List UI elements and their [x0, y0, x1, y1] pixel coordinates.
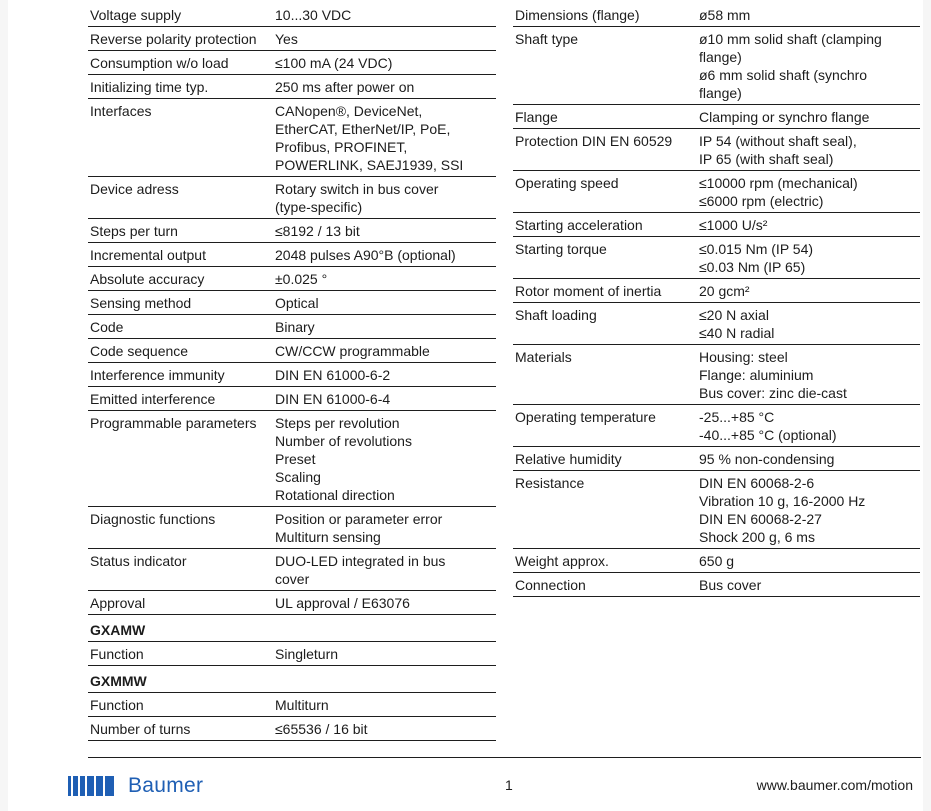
- spec-row: [513, 303, 920, 345]
- spec-label: Shaft loading: [513, 303, 697, 345]
- spec-value-line: Position or parameter error: [275, 511, 443, 527]
- spec-value-line: EtherCAT, EtherNet/IP, PoE,: [275, 121, 451, 137]
- group-heading-empty-cell: [273, 666, 496, 693]
- spec-value-line: Preset: [275, 451, 316, 467]
- spec-value: [273, 315, 496, 339]
- spec-row: [513, 447, 920, 471]
- spec-value: [273, 693, 496, 717]
- group-heading-empty-cell: [273, 615, 496, 642]
- spec-value-line: Number of revolutions: [275, 433, 412, 449]
- spec-value-line: ≤6000 rpm (electric): [699, 193, 824, 209]
- spec-row: [88, 267, 496, 291]
- spec-row: [513, 405, 920, 447]
- spec-value-line: flange): [699, 49, 742, 65]
- spec-value-line: Profibus, PROFINET,: [275, 139, 408, 155]
- spec-row: [513, 237, 920, 279]
- spec-value-line: Clamping or synchro flange: [699, 109, 870, 125]
- spec-label: Starting torque: [513, 237, 697, 279]
- spec-value: [697, 3, 920, 27]
- spec-label: Approval: [88, 591, 273, 615]
- spec-label: Code sequence: [88, 339, 273, 363]
- spec-row: [513, 27, 920, 105]
- spec-value-line: ø10 mm solid shaft (clamping: [699, 31, 882, 47]
- spec-row: [88, 642, 496, 666]
- spec-value: [273, 51, 496, 75]
- spec-value-line: -40...+85 °C (optional): [699, 427, 837, 443]
- spec-label: Materials: [513, 345, 697, 405]
- spec-label: Resistance: [513, 471, 697, 549]
- spec-row: [88, 75, 496, 99]
- spec-value: [273, 549, 496, 591]
- spec-value-line: -25...+85 °C: [699, 409, 775, 425]
- brand-name: Baumer: [128, 774, 204, 797]
- spec-value-line: 250 ms after power on: [275, 79, 415, 95]
- spec-value-line: POWERLINK, SAEJ1939, SSI: [275, 157, 464, 173]
- spec-label: Sensing method: [88, 291, 273, 315]
- right-spec-table-body: [513, 3, 920, 597]
- spec-row: [88, 717, 496, 741]
- spec-label: Reverse polarity protection: [88, 27, 273, 51]
- spec-value: [273, 243, 496, 267]
- spec-value: [697, 549, 920, 573]
- spec-value-line: 10...30 VDC: [275, 7, 352, 23]
- spec-value-line: ≤8192 / 13 bit: [275, 223, 360, 239]
- spec-row: [88, 387, 496, 411]
- spec-value-line: Bus cover: [699, 577, 762, 593]
- spec-label: Device adress: [88, 177, 273, 219]
- spec-label: Rotor moment of inertia: [513, 279, 697, 303]
- spec-value: [273, 363, 496, 387]
- spec-row: [88, 177, 496, 219]
- spec-value-line: IP 54 (without shaft seal),: [699, 133, 857, 149]
- spec-value-line: ≤100 mA (24 VDC): [275, 55, 393, 71]
- group-heading-row: [88, 666, 496, 693]
- spec-value-line: 2048 pulses A90°B (optional): [275, 247, 456, 263]
- spec-label: Steps per turn: [88, 219, 273, 243]
- spec-value-line: IP 65 (with shaft seal): [699, 151, 834, 167]
- right-spec-table: [513, 3, 920, 597]
- spec-row: [88, 3, 496, 27]
- spec-value-line: Singleturn: [275, 646, 339, 662]
- left-spec-table: [88, 3, 496, 741]
- spec-value-line: ≤40 N radial: [699, 325, 775, 341]
- document-page: [8, 0, 923, 811]
- spec-value-line: UL approval / E63076: [275, 595, 410, 611]
- spec-value-line: Bus cover: zinc die-cast: [699, 385, 847, 401]
- spec-value-line: Flange: aluminium: [699, 367, 814, 383]
- group-heading: GXMMW: [88, 666, 273, 693]
- spec-value-line: 650 g: [699, 553, 735, 569]
- spec-value-line: DIN EN 60068-2-27: [699, 511, 822, 527]
- spec-row: [88, 219, 496, 243]
- website-link[interactable]: www.baumer.com/motion: [756, 777, 913, 793]
- spec-value-line: cover: [275, 571, 310, 587]
- spec-value: [273, 507, 496, 549]
- spec-row: [513, 171, 920, 213]
- spec-row: [513, 3, 920, 27]
- spec-value: [273, 75, 496, 99]
- spec-row: [88, 339, 496, 363]
- spec-value: [273, 387, 496, 411]
- spec-row: [88, 243, 496, 267]
- spec-value: [273, 411, 496, 507]
- spec-value: [273, 3, 496, 27]
- spec-label: Emitted interference: [88, 387, 273, 411]
- spec-value-line: DIN EN 61000-6-4: [275, 391, 391, 407]
- spec-label: Initializing time typ.: [88, 75, 273, 99]
- spec-label: Absolute accuracy: [88, 267, 273, 291]
- spec-label: Protection DIN EN 60529: [513, 129, 697, 171]
- spec-row: [88, 549, 496, 591]
- spec-value-line: Vibration 10 g, 16-2000 Hz: [699, 493, 866, 509]
- spec-row: [88, 591, 496, 615]
- spec-value: [273, 267, 496, 291]
- spec-value-line: CANopen®, DeviceNet,: [275, 103, 423, 119]
- baumer-logo-icon: [68, 776, 116, 796]
- spec-value-line: CW/CCW programmable: [275, 343, 430, 359]
- spec-row: [88, 291, 496, 315]
- footer-divider: [88, 757, 921, 758]
- spec-value: [273, 99, 496, 177]
- spec-value-line: Scaling: [275, 469, 321, 485]
- left-spec-table-body: [88, 3, 496, 741]
- spec-value-line: Shock 200 g, 6 ms: [699, 529, 815, 545]
- spec-value-line: 95 % non-condensing: [699, 451, 835, 467]
- spec-label: Operating speed: [513, 171, 697, 213]
- spec-value: [273, 291, 496, 315]
- spec-row: [88, 51, 496, 75]
- spec-value-line: ≤0.03 Nm (IP 65): [699, 259, 806, 275]
- spec-label: Interfaces: [88, 99, 273, 177]
- spec-row: [88, 411, 496, 507]
- spec-value-line: DIN EN 61000-6-2: [275, 367, 391, 383]
- spec-label: Voltage supply: [88, 3, 273, 27]
- spec-row: [88, 27, 496, 51]
- spec-label: Weight approx.: [513, 549, 697, 573]
- spec-value-line: Optical: [275, 295, 319, 311]
- spec-label: Status indicator: [88, 549, 273, 591]
- spec-value-line: ≤0.015 Nm (IP 54): [699, 241, 814, 257]
- spec-value: [273, 219, 496, 243]
- spec-row: [513, 345, 920, 405]
- spec-row: [513, 471, 920, 549]
- spec-value-line: DIN EN 60068-2-6: [699, 475, 815, 491]
- spec-value-line: Steps per revolution: [275, 415, 400, 431]
- spec-label: Programmable parameters: [88, 411, 273, 507]
- spec-value: [697, 237, 920, 279]
- spec-value-line: ≤10000 rpm (mechanical): [699, 175, 858, 191]
- spec-row: [513, 573, 920, 597]
- spec-value: [273, 591, 496, 615]
- spec-value: [697, 345, 920, 405]
- spec-value-line: DUO-LED integrated in bus: [275, 553, 446, 569]
- spec-value: [273, 177, 496, 219]
- spec-label: Code: [88, 315, 273, 339]
- spec-row: [88, 507, 496, 549]
- spec-label: Dimensions (flange): [513, 3, 697, 27]
- spec-value: [697, 129, 920, 171]
- spec-row: [513, 213, 920, 237]
- spec-label: Relative humidity: [513, 447, 697, 471]
- spec-value: [697, 27, 920, 105]
- spec-value: [273, 642, 496, 666]
- page-number: 1: [505, 777, 513, 793]
- spec-value: [697, 279, 920, 303]
- spec-value-line: Multiturn sensing: [275, 529, 381, 545]
- spec-value-line: ±0.025 °: [275, 271, 328, 287]
- spec-value-line: ø6 mm solid shaft (synchro: [699, 67, 868, 83]
- spec-value-line: ≤1000 U/s²: [699, 217, 768, 233]
- spec-value-line: flange): [699, 85, 742, 101]
- spec-value: [273, 339, 496, 363]
- spec-label: Flange: [513, 105, 697, 129]
- spec-label: Diagnostic functions: [88, 507, 273, 549]
- spec-value-line: Rotary switch in bus cover: [275, 181, 439, 197]
- spec-row: [513, 105, 920, 129]
- spec-value: [697, 573, 920, 597]
- spec-value-line: Binary: [275, 319, 315, 335]
- spec-label: Number of turns: [88, 717, 273, 741]
- brand-logo[interactable]: [68, 774, 203, 798]
- spec-value-line: ≤65536 / 16 bit: [275, 721, 368, 737]
- spec-value-line: (type-specific): [275, 199, 363, 215]
- group-heading: GXAMW: [88, 615, 273, 642]
- spec-value-line: Yes: [275, 31, 298, 47]
- spec-value: [273, 717, 496, 741]
- spec-value: [697, 405, 920, 447]
- spec-value: [697, 447, 920, 471]
- spec-label: Operating temperature: [513, 405, 697, 447]
- spec-label: Starting acceleration: [513, 213, 697, 237]
- spec-row: [88, 99, 496, 177]
- spec-value-line: Rotational direction: [275, 487, 395, 503]
- spec-label: Function: [88, 693, 273, 717]
- spec-value-line: Housing: steel: [699, 349, 788, 365]
- spec-row: [88, 693, 496, 717]
- spec-value-line: 20 gcm²: [699, 283, 750, 299]
- spec-row: [88, 315, 496, 339]
- spec-label: Connection: [513, 573, 697, 597]
- spec-value-line: ≤20 N axial: [699, 307, 769, 323]
- spec-value-line: Multiturn: [275, 697, 329, 713]
- spec-value: [697, 471, 920, 549]
- spec-label: Shaft type: [513, 27, 697, 105]
- spec-value: [273, 27, 496, 51]
- spec-row: [513, 129, 920, 171]
- spec-value: [697, 171, 920, 213]
- spec-value: [697, 105, 920, 129]
- spec-row: [88, 363, 496, 387]
- spec-label: Consumption w/o load: [88, 51, 273, 75]
- spec-row: [513, 549, 920, 573]
- spec-label: Incremental output: [88, 243, 273, 267]
- spec-value: [697, 303, 920, 345]
- group-heading-row: [88, 615, 496, 642]
- spec-value-line: ø58 mm: [699, 7, 751, 23]
- spec-row: [513, 279, 920, 303]
- spec-value: [697, 213, 920, 237]
- spec-label: Function: [88, 642, 273, 666]
- spec-label: Interference immunity: [88, 363, 273, 387]
